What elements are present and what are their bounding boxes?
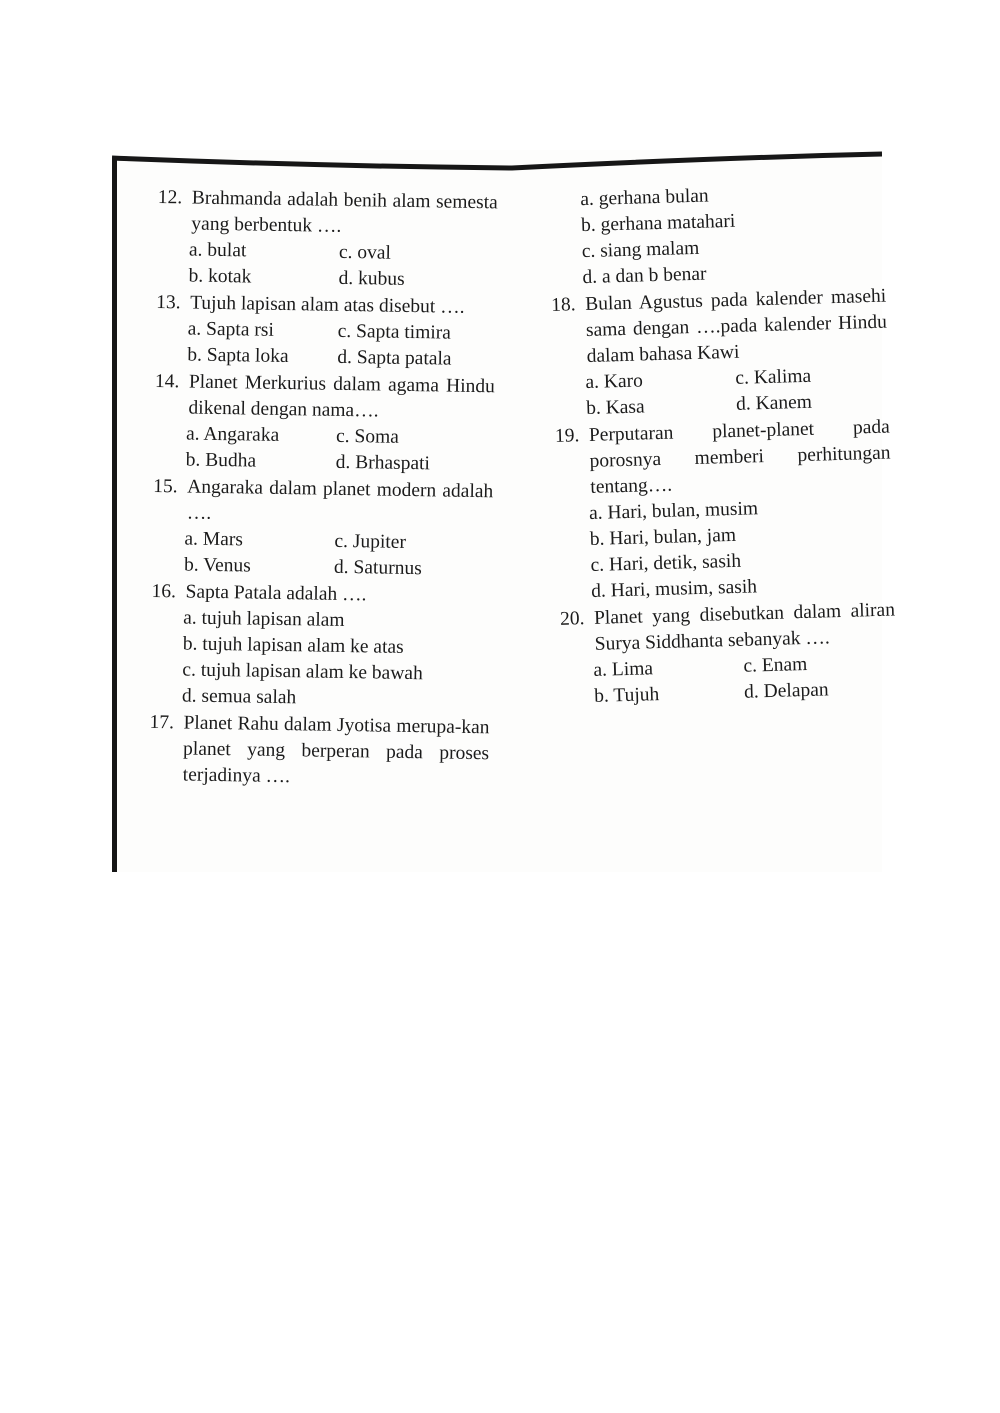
option: c. Hari, detik, sasih <box>590 550 742 576</box>
page-border-top <box>112 150 882 180</box>
question-14 <box>153 369 495 478</box>
question-number: 20. <box>559 608 585 630</box>
option: a. Sapta rsi <box>187 318 275 341</box>
option: b. Hari, bulan, jam <box>589 524 737 550</box>
option: c. oval <box>338 241 392 264</box>
option: d. Brhaspati <box>335 451 431 475</box>
option: d. kubus <box>338 267 405 290</box>
option: d. Hari, musim, sasih <box>590 576 758 602</box>
option: d. Delapan <box>743 679 829 703</box>
option: d. a dan b benar <box>582 263 707 289</box>
option: a. bulat <box>188 239 247 262</box>
option: b. tujuh lapisan alam ke atas <box>182 633 404 658</box>
question-text: Tujuh lapisan alam atas disebut …. <box>189 292 465 318</box>
option: b. kotak <box>188 265 252 288</box>
option: b. Venus <box>183 554 252 577</box>
option: d. Sapta patala <box>337 346 452 370</box>
question-text: Perputaran planet-planet pada porosnya memberi perhitungan tentang…. <box>588 416 891 498</box>
question-number: 18. <box>550 294 576 316</box>
option: c. tujuh lapisan alam ke bawah <box>182 659 423 685</box>
question-text: Planet Rahu dalam Jyotisa merupa-kan planet yang berperan pada proses terjadinya …. <box>182 712 490 788</box>
question-16 <box>150 579 492 714</box>
option: d. Kanem <box>735 391 813 415</box>
left-column <box>149 185 498 794</box>
option: d. semua salah <box>181 685 297 709</box>
question-number: 16. <box>151 580 177 603</box>
option: a. Hari, bulan, musim <box>588 498 759 524</box>
question-text: Planet yang disebutkan dalam aliran Surya Siddhanta sebanyak …. <box>593 599 896 655</box>
question-19 <box>555 415 895 606</box>
option: c. Sapta timira <box>337 320 452 344</box>
question-15 <box>152 474 494 583</box>
option: b. Budha <box>185 449 257 472</box>
question-number: 13. <box>155 291 181 314</box>
option: c. Kalima <box>735 365 812 389</box>
option: a. tujuh lapisan alam <box>183 607 345 631</box>
option: c. siang malam <box>581 237 700 263</box>
question-text: Angaraka dalam planet modern adalah …. <box>186 476 494 524</box>
question-18 <box>551 284 889 423</box>
page-border-left <box>112 160 117 872</box>
question-12 <box>156 185 498 294</box>
question-text: Sapta Patala adalah …. <box>185 581 367 606</box>
option: a. gerhana bulan <box>580 185 709 211</box>
question-17 <box>149 710 490 793</box>
question-number: 17. <box>149 711 175 734</box>
question-17-options <box>548 179 886 292</box>
option: a. Lima <box>593 658 654 681</box>
option: b. Sapta loka <box>187 344 289 368</box>
question-text: Brahmanda adalah benih alam semesta yang berbentuk …. <box>191 187 498 237</box>
option: c. Jupiter <box>334 530 407 553</box>
option: d. Saturnus <box>333 556 422 580</box>
option: b. gerhana matahari <box>580 210 736 237</box>
option: a. Karo <box>585 370 644 394</box>
option: c. Soma <box>335 425 400 448</box>
question-number: 12. <box>157 186 183 209</box>
right-column <box>548 179 898 712</box>
question-number: 19. <box>554 425 580 447</box>
question-number: 15. <box>153 475 178 498</box>
option: a. Angaraka <box>185 423 280 446</box>
question-text: Bulan Agustus pada kalender masehi sama dengan ….pada kalender Hindu dalam bahasa Kawi <box>584 285 888 367</box>
option: c. Enam <box>743 653 808 677</box>
option: b. Tujuh <box>593 684 660 707</box>
question-13 <box>155 290 496 373</box>
question-text: Planet Merkurius dalam agama Hindu dikenal dengan nama…. <box>188 371 496 422</box>
question-number: 14. <box>154 370 180 393</box>
option: a. Mars <box>184 528 244 551</box>
question-20 <box>560 597 898 710</box>
option: b. Kasa <box>585 396 645 420</box>
